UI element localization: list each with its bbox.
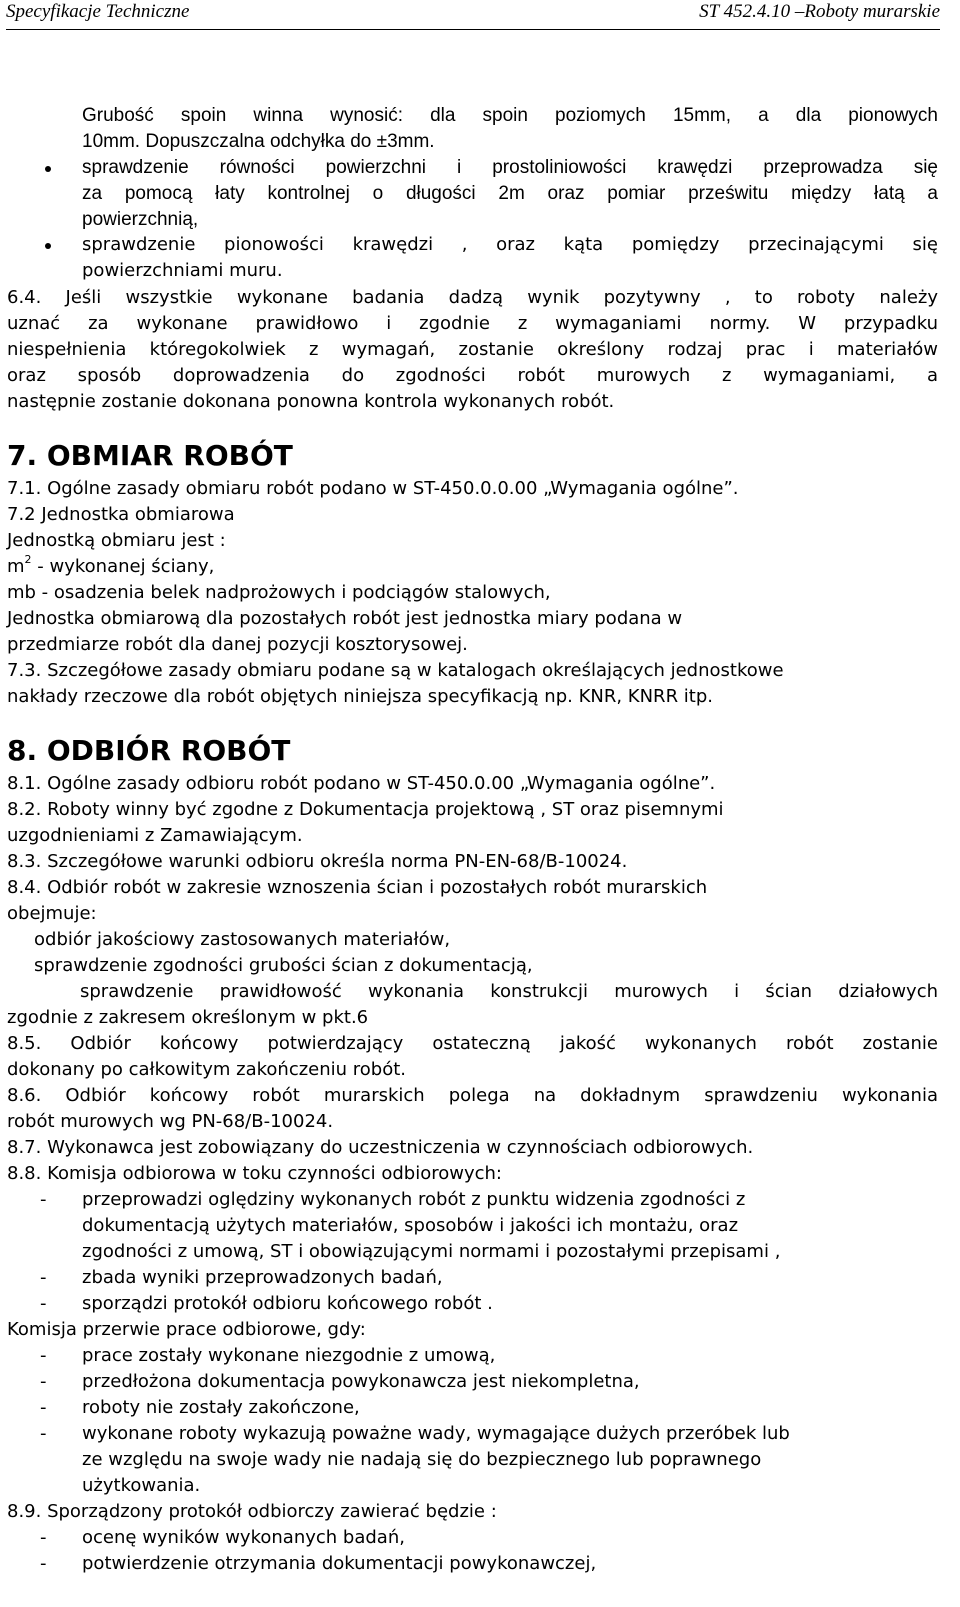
- text-line: 6.4. Jeśli wszystkie wykonane badania dadzą wynik pozytywny , to roboty należy: [7, 287, 938, 308]
- text-line: 8.2. Roboty winny być zgodne z Dokumentacja projektową , ST oraz pisemnymi: [7, 799, 724, 820]
- page-header: [6, 0, 940, 30]
- text-line: następnie zostanie dokonana ponowna kontrola wykonanych robót.: [7, 391, 615, 412]
- text-line: roboty nie zostały zakończone,: [82, 1397, 360, 1418]
- text-line: ocenę wyników wykonanych badań,: [82, 1527, 405, 1548]
- dash-marker: -: [40, 1527, 47, 1548]
- text-line: 8.6. Odbiór końcowy robót murarskich polega na dokładnym sprawdzeniu wykonania: [7, 1085, 938, 1106]
- text-line: Komisja przerwie prace odbiorowe, gdy:: [7, 1319, 366, 1340]
- text-line: 8.3. Szczegółowe warunki odbioru określa norma PN-EN-68/B-10024.: [7, 851, 628, 872]
- text-line: obejmuje:: [7, 903, 97, 924]
- dash-marker: -: [40, 1371, 47, 1392]
- text-line: wykonane roboty wykazują poważne wady, wymagające dużych przeróbek lub: [82, 1423, 790, 1444]
- section-heading: 8. ODBIÓR ROBÓT: [7, 734, 291, 767]
- text-line: sprawdzenie pionowości krawędzi , oraz kąta pomiędzy przecinającymi się: [82, 234, 938, 255]
- text-line: zbada wyniki przeprowadzonych badań,: [82, 1267, 443, 1288]
- text-line: sporządzi protokół odbioru końcowego robót .: [82, 1293, 493, 1314]
- text-line: dokumentacją użytych materiałów, sposobów i jakości ich montażu, oraz: [82, 1215, 739, 1236]
- text-line: ze względu na swoje wady nie nadają się do bezpiecznego lub poprawnego: [82, 1449, 762, 1470]
- text-line: odbiór jakościowy zastosowanych materiałów,: [34, 929, 451, 950]
- text-line: użytkowania.: [82, 1475, 201, 1496]
- text-line: 7.3. Szczegółowe zasady obmiaru podane są w katalogach określających jednostkowe: [7, 660, 784, 681]
- text-line: Jednostka obmiarową dla pozostałych robót jest jednostka miary podana w: [7, 608, 683, 629]
- text-line: uzgodnieniami z Zamawiającym.: [7, 825, 303, 846]
- dash-marker: -: [40, 1293, 47, 1314]
- text-line: potwierdzenie otrzymania dokumentacji powykonawczej,: [82, 1553, 597, 1574]
- text-line: przedmiarze robót dla danej pozycji kosztorysowej.: [7, 634, 468, 655]
- text-line: 7.2 Jednostka obmiarowa: [7, 504, 235, 525]
- dash-marker: -: [40, 1345, 47, 1366]
- header-right-title: ST 452.4.10 –Roboty murarskie: [699, 1, 940, 22]
- text-line: nakłady rzeczowe dla robót objętych niniejsza specyfikacją np. KNR, KNRR itp.: [7, 686, 713, 707]
- text-line: Grubość spoin winna wynosić: dla spoin poziomych 15mm, a dla pionowych: [82, 105, 938, 126]
- dash-marker: -: [40, 1189, 47, 1210]
- text-line: 10mm. Dopuszczalna odchyłka do ±3mm.: [82, 131, 435, 152]
- header-left-title: Specyfikacje Techniczne: [6, 1, 190, 22]
- text-line: robót murowych wg PN-68/B-10024.: [7, 1111, 334, 1132]
- text-line: mb - osadzenia belek nadprożowych i podciągów stalowych,: [7, 582, 551, 603]
- dash-marker: -: [40, 1423, 47, 1444]
- text-line: zgodnie z zakresem określonym w pkt.6: [7, 1007, 369, 1028]
- dash-marker: -: [40, 1397, 47, 1418]
- text-line: prace zostały wykonane niezgodnie z umową,: [82, 1345, 496, 1366]
- text-line: powierzchniami muru.: [82, 260, 283, 281]
- text-line: niespełnienia któregokolwiek z wymagań, zostanie określony rodzaj prac i materiałów: [7, 339, 938, 360]
- bullet-icon: [45, 243, 51, 249]
- text-line: sprawdzenie zgodności grubości ścian z dokumentacją,: [34, 955, 533, 976]
- bullet-icon: [45, 166, 51, 172]
- text-line: 7.1. Ogólne zasady obmiaru robót podano w ST-450.0.0.00 „Wymagania ogólne”.: [7, 478, 739, 499]
- text-line: 8.9. Sporządzony protokół odbiorczy zawierać będzie :: [7, 1501, 497, 1522]
- text-line: 8.7. Wykonawca jest zobowiązany do uczestniczenia w czynnościach odbiorowych.: [7, 1137, 754, 1158]
- text-line: 8.4. Odbiór robót w zakresie wznoszenia ścian i pozostałych robót murarskich: [7, 877, 708, 898]
- dash-marker: -: [40, 1267, 47, 1288]
- text-line: 8.5. Odbiór końcowy potwierdzający ostateczną jakość wykonanych robót zostanie: [7, 1033, 938, 1054]
- text-line: Jednostką obmiaru jest :: [7, 530, 226, 551]
- text-line: sprawdzenie równości powierzchni i prostoliniowości krawędzi przeprowadza się: [82, 157, 938, 178]
- text-line: zgodności z umową, ST i obowiązującymi normami i pozostałymi przepisami ,: [82, 1241, 781, 1262]
- text-line: oraz sposób doprowadzenia do zgodności robót murowych z wymaganiami, a: [7, 365, 938, 386]
- text-line: uznać za wykonane prawidłowo i zgodnie z wymaganiami normy. W przypadku: [7, 313, 938, 334]
- dash-marker: -: [40, 1553, 47, 1574]
- text-line: 8.1. Ogólne zasady odbioru robót podano w ST-450.0.00 „Wymagania ogólne”.: [7, 773, 716, 794]
- text-line: powierzchnią,: [82, 209, 199, 230]
- text-line: za pomocą łaty kontrolnej o długości 2m oraz pomiar prześwitu między łatą a: [82, 183, 938, 204]
- section-heading: 7. OBMIAR ROBÓT: [7, 439, 293, 472]
- text-line: $m^2$ - wykonanej ściany,: [7, 553, 215, 577]
- text-line: przeprowadzi oględziny wykonanych robót z punktu widzenia zgodności z: [82, 1189, 746, 1210]
- text-line: 8.8. Komisja odbiorowa w toku czynności odbiorowych:: [7, 1163, 502, 1184]
- text-line: przedłożona dokumentacja powykonawcza jest niekompletna,: [82, 1371, 640, 1392]
- text-line: dokonany po całkowitym zakończeniu robót.: [7, 1059, 407, 1080]
- text-line: sprawdzenie prawidłowość wykonania konstrukcji murowych i ścian działowych: [80, 981, 938, 1002]
